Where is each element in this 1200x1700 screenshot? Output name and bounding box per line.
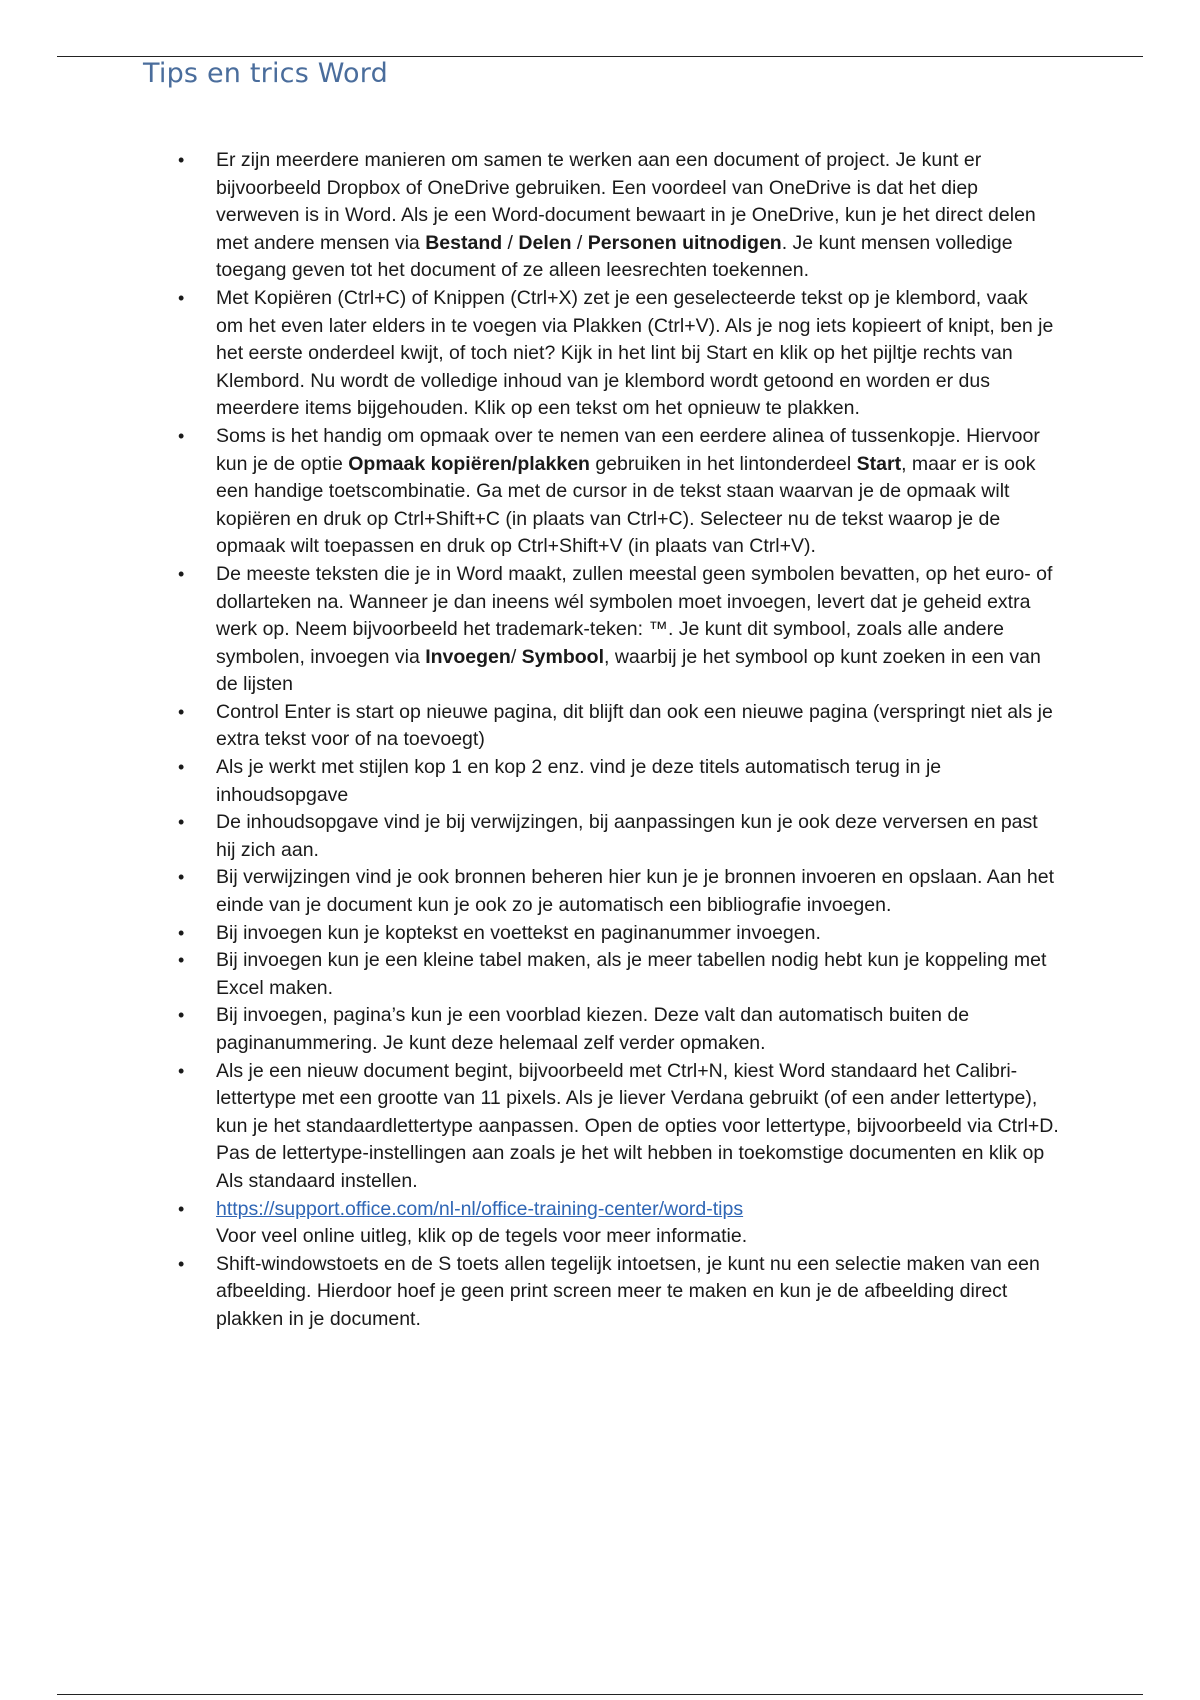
- bold-term: Opmaak kopiëren/plakken: [348, 452, 590, 475]
- bullet-icon: •: [178, 425, 185, 446]
- text-run: , maar er is ook een handige toetscombinatie. Ga met de cursor in de tekst staan waarvan je de opmaak wilt kopiëren en druk op Ctrl+Shift+C (in plaats van Ctrl+C). Selecteer nu de tekst waarop je de opmaak wilt toepassen en druk op Ctrl+Shift+V (in plaats van Ctrl+V).: [216, 452, 1036, 558]
- list-item: [170, 947, 1060, 1002]
- bullet-icon: •: [178, 287, 185, 308]
- text-run: Soms is het handig om opmaak over te nemen van een eerdere alinea of tussenkopje. Hiervoor kun je de optie: [216, 424, 1040, 475]
- list-item: [170, 920, 1060, 948]
- list-item-text: [216, 1253, 1040, 1330]
- list-item: [170, 423, 1060, 561]
- text-run: Bij verwijzingen vind je ook bronnen beheren hier kun je je bronnen invoeren en opslaan. Aan het einde van je document kun je ook zo je automatisch een bibliografie invoegen.: [216, 866, 1054, 917]
- text-run: Met Kopiëren (Ctrl+C) of Knippen (Ctrl+X) zet je een geselecteerde tekst op je klembord, vaak om het even later elders in te voegen via Plakken (Ctrl+V). Als je nog iets kopieert of knipt, ben je het eerste onderdeel kwijt, of toch niet? Kijk in het lint bij Start en klik op het pijltje rechts van Klembord. Nu wordt de volledige inhoud van je klembord wordt getoond en worden er dus meerdere items bijgehouden. Klik op een tekst om het opnieuw te plakken.: [216, 286, 1054, 420]
- bold-term: Personen uitnodigen: [587, 231, 782, 254]
- bullet-icon: •: [178, 563, 185, 584]
- bullet-icon: •: [178, 1198, 185, 1219]
- list-item: [170, 285, 1060, 423]
- header-rule: [57, 56, 1143, 57]
- list-item: [170, 1251, 1060, 1334]
- bold-term: Delen: [518, 231, 572, 254]
- bold-term: Start: [856, 452, 902, 475]
- bullet-icon: •: [178, 1253, 185, 1274]
- list-item-text: [216, 866, 1054, 916]
- list-item: [170, 754, 1060, 809]
- bullet-icon: •: [178, 812, 185, 833]
- list-item-text: [216, 149, 1036, 281]
- text-run: De meeste teksten die je in Word maakt, zullen meestal geen symbolen bevatten, op het euro- of dollarteken na. Wanneer je dan ineens wél symbolen moet invoegen, levert dat je geheid extra werk op. Neem bijvoorbeeld het trademark-teken: ™. Je kunt dit symbool, zoals alle andere symbolen, invoegen via: [216, 562, 1053, 668]
- text-run: gebruiken in het lintonderdeel: [589, 452, 857, 475]
- tips-list: [170, 147, 1060, 1334]
- list-item-text: [216, 922, 821, 944]
- list-item-text: [216, 1060, 1059, 1192]
- list-item-text: [216, 425, 1040, 557]
- text-run: Als je een nieuw document begint, bijvoorbeeld met Ctrl+N, kiest Word standaard het Calibri-lettertype met een grootte van 11 pixels. Als je liever Verdana gebruikt (of een ander lettertype), kun je het standaardlettertype aanpassen. Open de opties voor lettertype, bijvoorbeeld via Ctrl+D. Pas de lettertype-instellingen aan zoals je het wilt hebben in toekomstige documenten en klik op Als standaard instellen.: [216, 1059, 1059, 1192]
- text-run: . Je kunt mensen volledige toegang geven tot het document of ze alleen leesrechten toekennen.: [216, 231, 1013, 282]
- word-tips-link[interactable]: https://support.office.com/nl-nl/office-training-center/word-tips: [216, 1197, 744, 1220]
- text-run: /: [510, 645, 522, 668]
- list-item: [170, 1002, 1060, 1057]
- list-item: [170, 1196, 1060, 1251]
- bold-term: Invoegen: [425, 645, 511, 668]
- list-item: [170, 1058, 1060, 1196]
- footer-rule: [57, 1694, 1143, 1695]
- bold-term: Bestand: [425, 231, 503, 254]
- text-run: , waarbij je het symbool op kunt zoeken in een van de lijsten: [216, 645, 1041, 696]
- list-item: [170, 699, 1060, 754]
- list-item: [170, 147, 1060, 285]
- list-item-text: [216, 949, 1046, 999]
- bullet-icon: •: [178, 1005, 185, 1026]
- bold-term: Symbool: [521, 645, 605, 668]
- list-item: [170, 809, 1060, 864]
- bullet-icon: •: [178, 922, 185, 943]
- bullet-icon: •: [178, 701, 185, 722]
- list-item-text: [216, 701, 1053, 751]
- list-item: [170, 864, 1060, 919]
- text-run: Shift-windowstoets en de S toets allen tegelijk intoetsen, je kunt nu een selectie maken van een afbeelding. Hierdoor hoef je geen print screen meer te maken en kun je de afbeelding direct plakken in je document.: [216, 1252, 1040, 1330]
- text-run: Voor veel online uitleg, klik op de tegels voor meer informatie.: [216, 1225, 748, 1248]
- text-run: /: [502, 231, 519, 254]
- text-run: Bij invoegen kun je koptekst en voettekst en paginanummer invoegen.: [216, 921, 821, 944]
- document-title: Tips en trics Word: [143, 58, 388, 89]
- text-run: Als je werkt met stijlen kop 1 en kop 2 enz. vind je deze titels automatisch terug in je inhoudsopgave: [216, 756, 942, 806]
- text-run: Bij invoegen, pagina’s kun je een voorblad kiezen. Deze valt dan automatisch buiten de paginanummering. Je kunt deze helemaal zelf verder opmaken.: [216, 1004, 970, 1054]
- bullet-icon: •: [178, 150, 185, 170]
- text-run: Bij invoegen kun je een kleine tabel maken, als je meer tabellen nodig hebt kun je koppeling met Excel maken.: [216, 949, 1047, 999]
- list-item-text: [216, 563, 1052, 695]
- text-run: De inhoudsopgave vind je bij verwijzingen, bij aanpassingen kun je ook deze verversen en past hij zich aan.: [216, 811, 1038, 861]
- list-item-text: [216, 287, 1053, 419]
- bullet-icon: •: [178, 757, 185, 778]
- bullet-icon: •: [178, 950, 185, 971]
- text-run: /: [571, 231, 588, 254]
- text-run: Control Enter is start op nieuwe pagina, dit blijft dan ook een nieuwe pagina (verspringt niet als je extra tekst voor of na toevoegt): [216, 700, 1053, 751]
- list-item-text: [216, 1004, 969, 1054]
- list-item: [170, 561, 1060, 699]
- list-item-text: [216, 1198, 747, 1248]
- text-run: Er zijn meerdere manieren om samen te werken aan een document of project. Je kunt er bijvoorbeeld Dropbox of OneDrive gebruiken. Een voordeel van OneDrive is dat het diep verweven is in Word. Als je een Word-document bewaart in je OneDrive, kun je het direct delen met andere mensen via: [216, 149, 1036, 254]
- bullet-icon: •: [178, 867, 185, 888]
- list-item-text: [216, 811, 1038, 861]
- bullet-icon: •: [178, 1060, 185, 1081]
- list-item-text: [216, 756, 941, 806]
